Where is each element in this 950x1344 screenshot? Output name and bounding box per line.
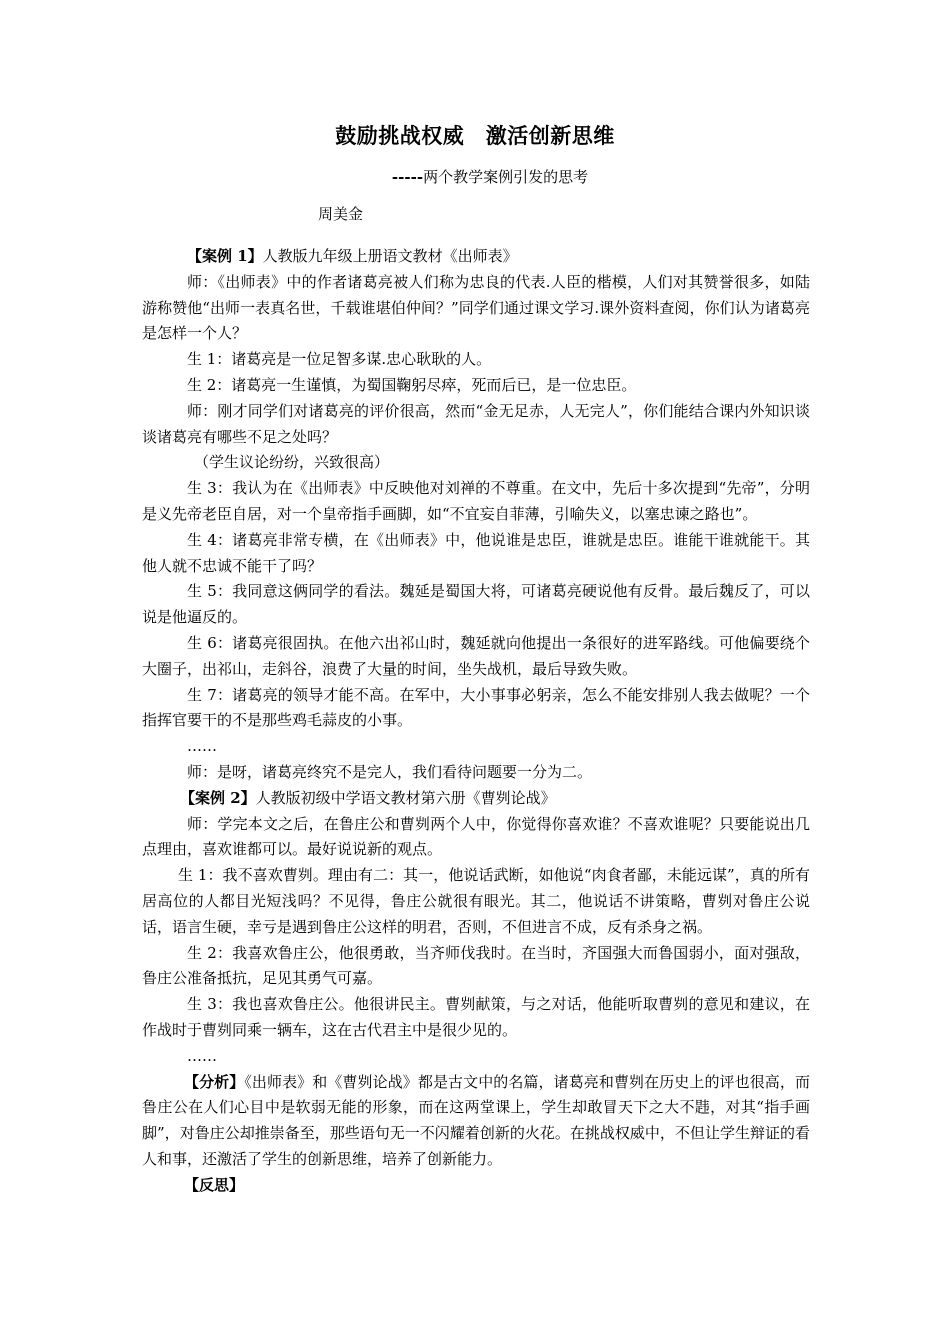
case2-heading [142, 786, 810, 812]
subtitle-text: 两个教学案例引发的思考 [423, 168, 589, 186]
case1-student-6: 生 6：诸葛亮很固执。在他六出祁山时，魏延就向他提出一条很好的进军路线。可他偏要绕个大圈子，出祁山，走斜谷，浪费了大量的时间，坐失战机，最后导致失败。 [142, 633, 810, 678]
case2-heading-text: 人教版初级中学语文教材第六册《曹刿论战》 [255, 788, 556, 807]
subtitle-dash: ----- [391, 168, 424, 186]
analysis-paragraph [142, 1070, 810, 1173]
case2-teacher-intro: 师：学完本文之后，在鲁庄公和曹刿两个人中，你觉得你喜欢谁？不喜欢谁呢？只要能说出几点理由，喜欢谁都可以。最好说说新的观点。 [142, 814, 810, 859]
case1-student-3: 生 3：我认为在《出师表》中反映他对刘禅的不尊重。在文中，先后十多次提到“先帝”，分明是义先帝老臣自居，对一个皇帝指手画脚，如“不宜妄自菲薄，引喻失义，以塞忠谏之路也”。 [142, 479, 810, 523]
case1-teacher-question: 师：刚才同学们对诸葛亮的评价很高，然而“金无足赤，人无完人”，你们能结合课内外知识谈谈诸葛亮有哪些不足之处吗？ [142, 401, 810, 446]
case1-student-5: 生 5：我同意这俩同学的看法。魏延是蜀国大将，可诸葛亮硬说他有反骨。最后魏反了，可以说是他逼反的。 [142, 582, 810, 627]
case1-note: （学生议论纷纷，兴致很高） [194, 453, 390, 472]
case1-heading-text: 人教版九年级上册语文教材《出师表》 [262, 247, 518, 265]
case1-student-1: 生 1：诸葛亮是一位足智多谋.忠心耿耿的人。 [187, 350, 492, 369]
document-title: 鼓励挑战权威 激活创新思维 [335, 123, 615, 148]
analysis-text: 《出师表》和《曹刿论战》都是古文中的名篇，诸葛亮和曹刿在历史上的评也很高，而鲁庄公在人们心目中是软弱无能的形象，而在这两堂课上，学生却敢冒天下之大不韪，对其“指手画脚”，对鲁庄公却推崇备至，那些语句无一不闪耀着创新的火花。在挑战权威中，不但让学生辩证的看人和事，还激活了学生的创新思维，培养了创新能力。 [142, 1072, 810, 1168]
case2-label: 【案例 2】 [180, 788, 256, 807]
case2-student-3: 生 3：我也喜欢鲁庄公。他很讲民主。曹刿献策，与之对话，他能听取曹刿的意见和建议，在作战时于曹刿同乘一辆车，这在古代君主中是很少见的。 [142, 995, 810, 1039]
case1-heading [142, 244, 810, 270]
case1-teacher-end: 师：是呀，诸葛亮终究不是完人，我们看待问题要一分为二。 [187, 762, 593, 781]
analysis-label: 【分析】 [184, 1072, 245, 1091]
document-body [142, 244, 810, 1198]
case2-student-2: 生 2：我喜欢鲁庄公，他很勇敢，当齐师伐我时。在当时，齐国强大而鲁国弱小，面对强敌，鲁庄公准备抵抗，足见其勇气可嘉。 [142, 943, 810, 988]
document-subtitle [0, 166, 950, 187]
case1-student-7: 生 7：诸葛亮的领导才能不高。在军中，大小事事必躬亲，怎么不能安排别人我去做呢？一个指挥官要干的不是那些鸡毛蒜皮的小事。 [142, 685, 810, 730]
author-name: 周美金 [318, 205, 364, 223]
reflection-label: 【反思】 [184, 1175, 245, 1194]
case2-ellipsis: …… [187, 1046, 217, 1065]
case1-teacher-intro: 师：《出师表》中的作者诸葛亮被人们称为忠良的代表.人臣的楷模，人们对其赞誉很多，如陆游称赞他“出师一表真名世，千载谁堪伯仲间？”同学们通过课文学习.课外资料查阅，你们认为诸葛亮是怎样一个人？ [142, 272, 810, 343]
case1-ellipsis: …… [187, 737, 217, 756]
case1-label: 【案例 1】 [187, 247, 263, 265]
case1-student-2: 生 2：诸葛亮一生谨慎，为蜀国鞠躬尽瘁，死而后已，是一位忠臣。 [187, 375, 637, 394]
case2-student-1: 生 1：我不喜欢曹刿。理由有二：其一，他说话武断，如他说“肉食者鄙，未能远谋”，真的所有居高位的人都目光短浅吗？不见得，鲁庄公就很有眼光。其二，他说话不讲策略，曹刿对鲁庄公说话，语言生硬，幸亏是遇到鲁庄公这样的明君，否则，不但进言不成，反有杀身之祸。 [142, 866, 810, 936]
reflection-heading [142, 1173, 810, 1199]
case1-student-4: 生 4：诸葛亮非常专横，在《出师表》中，他说谁是忠臣，谁就是忠臣。谁能干谁就能干。其他人就不忠诚不能干了吗？ [142, 530, 810, 575]
